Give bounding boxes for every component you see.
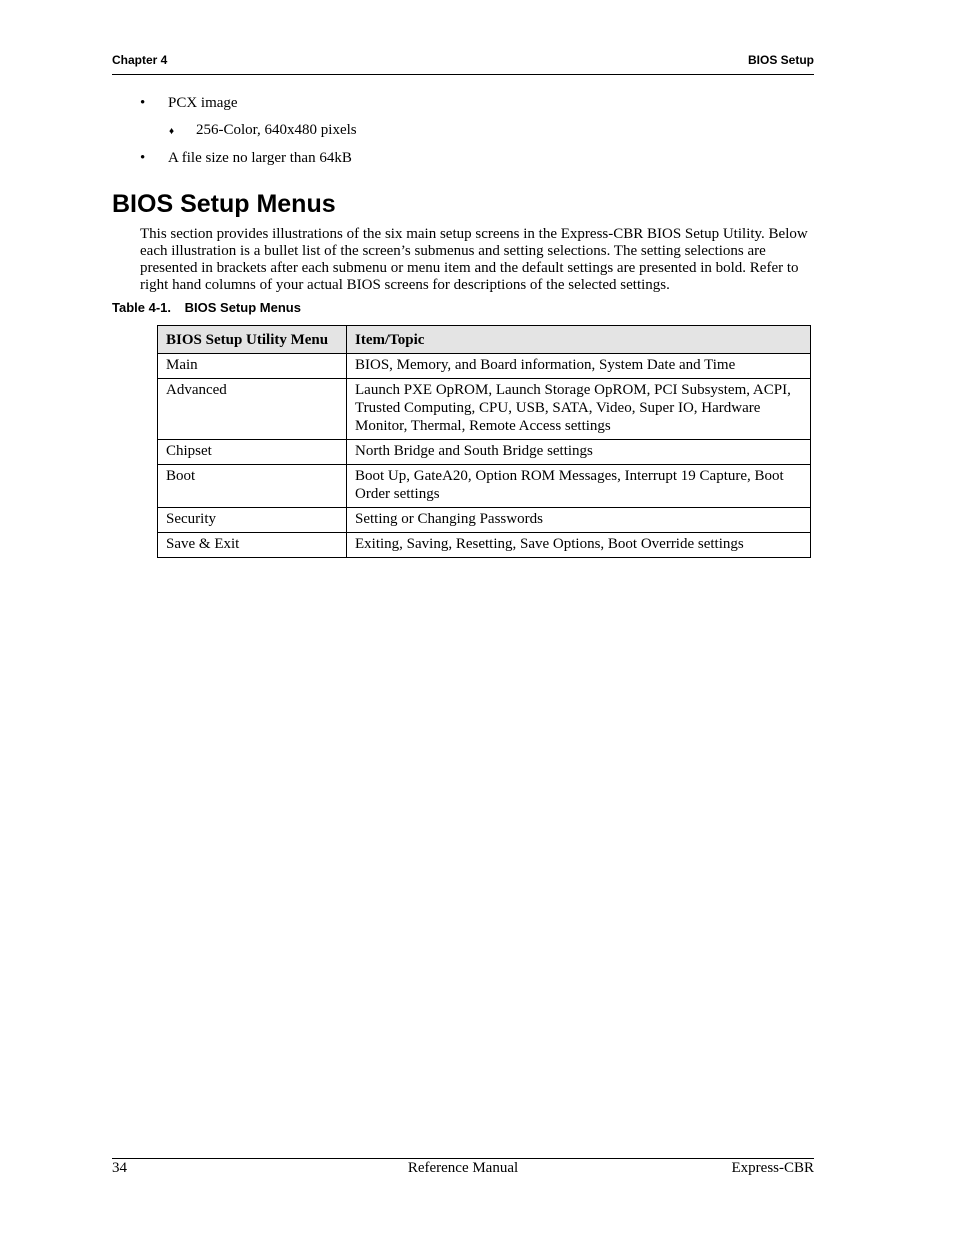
table-caption-title: BIOS Setup Menus — [184, 300, 301, 315]
header-chapter: Chapter 4 — [112, 53, 168, 67]
bullet-text: PCX image — [168, 95, 238, 111]
table-row — [158, 533, 811, 558]
bullet-text: A file size no larger than 64kB — [168, 150, 352, 166]
table-row — [158, 508, 811, 533]
bullet-marker: • — [140, 95, 146, 111]
bios-menus-table — [157, 325, 811, 558]
menu-cell: Save & Exit — [158, 533, 347, 558]
bullet-text: 256-Color, 640x480 pixels — [196, 122, 357, 138]
table-caption-number: Table 4-1. — [112, 300, 172, 315]
menu-cell: Chipset — [158, 440, 347, 465]
topic-cell: Setting or Changing Passwords — [347, 508, 811, 533]
menu-cell: Security — [158, 508, 347, 533]
diamond-icon: ♦ — [169, 126, 175, 137]
section-paragraph: This section provides illustrations of the six main setup screens in the Express-CBR BIOS Setup Utility. Below each illustration is a bullet list of the screen’s submenus and setting selections. The setting selections are presented in brackets after each submenu or menu item and the default settings are presented in bold. Refer to right hand columns of your actual BIOS screens for descriptions of the selected settings. — [140, 226, 808, 293]
column-header-menu: BIOS Setup Utility Menu — [158, 326, 347, 354]
bullet-marker: • — [140, 150, 146, 166]
topic-cell: North Bridge and South Bridge settings — [347, 440, 811, 465]
table-row — [158, 354, 811, 379]
section-title: BIOS Setup Menus — [112, 190, 336, 218]
topic-cell: Exiting, Saving, Resetting, Save Options, Boot Override settings — [347, 533, 811, 558]
column-header-item-topic: Item/Topic — [347, 326, 811, 354]
footer-manual-title: Reference Manual — [407, 1160, 519, 1176]
table-row — [158, 440, 811, 465]
page-header — [112, 52, 814, 75]
header-section: BIOS Setup — [747, 53, 814, 67]
menu-cell: Boot — [158, 465, 347, 508]
topic-cell: BIOS, Memory, and Board information, System Date and Time — [347, 354, 811, 379]
page-number: 34 — [112, 1160, 127, 1176]
topic-cell: Launch PXE OpROM, Launch Storage OpROM, PCI Subsystem, ACPI, Trusted Computing, CPU, USB, SATA, Video, Super IO, Hardware Monitor, Thermal, Remote Access settings — [347, 379, 811, 440]
page-footer — [112, 1158, 814, 1183]
table-row — [158, 465, 811, 508]
table-header-row — [158, 326, 811, 354]
menu-cell: Main — [158, 354, 347, 379]
table-caption — [112, 300, 301, 315]
table-row — [158, 379, 811, 440]
topic-cell: Boot Up, GateA20, Option ROM Messages, Interrupt 19 Capture, Boot Order settings — [347, 465, 811, 508]
footer-product-name: Express-CBR — [731, 1160, 814, 1176]
menu-cell: Advanced — [158, 379, 347, 440]
